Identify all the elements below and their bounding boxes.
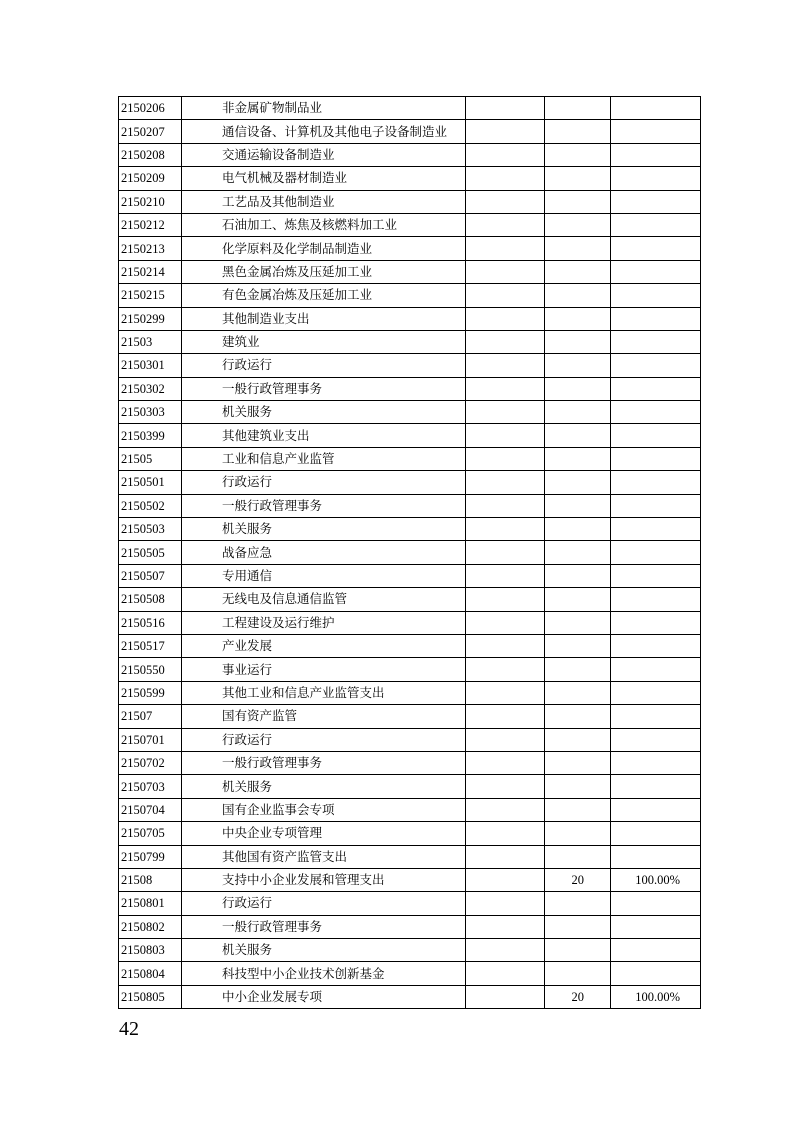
- cell-value-1: [466, 284, 545, 307]
- table-row: [119, 213, 701, 236]
- cell-value-1: [466, 939, 545, 962]
- cell-value-1: [466, 518, 545, 541]
- cell-code: 2150704: [119, 798, 182, 821]
- table-row: [119, 798, 701, 821]
- cell-value-1: [466, 330, 545, 353]
- cell-value-1: [466, 822, 545, 845]
- cell-value-2: 20: [545, 985, 611, 1008]
- cell-value-2: [545, 260, 611, 283]
- cell-value-3: [611, 822, 701, 845]
- cell-name: 机关服务: [182, 518, 466, 541]
- cell-value-3: [611, 354, 701, 377]
- cell-code: 2150503: [119, 518, 182, 541]
- cell-name: 事业运行: [182, 658, 466, 681]
- table-row: [119, 588, 701, 611]
- cell-value-2: [545, 845, 611, 868]
- cell-name: 石油加工、炼焦及核燃料加工业: [182, 213, 466, 236]
- cell-value-1: [466, 705, 545, 728]
- cell-value-1: [466, 775, 545, 798]
- cell-code: 2150550: [119, 658, 182, 681]
- cell-value-2: [545, 190, 611, 213]
- table-row: [119, 518, 701, 541]
- cell-name: 工程建设及运行维护: [182, 611, 466, 634]
- cell-value-1: [466, 494, 545, 517]
- cell-name: 一般行政管理事务: [182, 377, 466, 400]
- cell-value-3: [611, 798, 701, 821]
- cell-value-2: [545, 377, 611, 400]
- cell-value-2: [545, 494, 611, 517]
- cell-code: 2150501: [119, 471, 182, 494]
- cell-value-2: [545, 564, 611, 587]
- cell-name: 机关服务: [182, 939, 466, 962]
- cell-code: 2150701: [119, 728, 182, 751]
- cell-value-3: [611, 845, 701, 868]
- table-row: [119, 494, 701, 517]
- table-row: [119, 447, 701, 470]
- cell-value-3: [611, 564, 701, 587]
- cell-value-1: [466, 97, 545, 120]
- cell-code: 2150212: [119, 213, 182, 236]
- cell-value-1: [466, 120, 545, 143]
- cell-value-1: [466, 634, 545, 657]
- cell-value-1: [466, 260, 545, 283]
- cell-name: 国有企业监事会专项: [182, 798, 466, 821]
- cell-value-1: [466, 868, 545, 891]
- table-row: [119, 143, 701, 166]
- cell-value-2: [545, 681, 611, 704]
- cell-code: 2150214: [119, 260, 182, 283]
- cell-code: 2150803: [119, 939, 182, 962]
- cell-name: 行政运行: [182, 354, 466, 377]
- cell-value-3: [611, 97, 701, 120]
- table-row: [119, 962, 701, 985]
- cell-value-3: [611, 120, 701, 143]
- cell-value-2: [545, 798, 611, 821]
- cell-name: 通信设备、计算机及其他电子设备制造业: [182, 120, 466, 143]
- cell-value-2: [545, 775, 611, 798]
- cell-value-2: [545, 962, 611, 985]
- cell-value-3: [611, 681, 701, 704]
- cell-value-2: [545, 588, 611, 611]
- table-row: [119, 611, 701, 634]
- cell-value-3: [611, 307, 701, 330]
- cell-name: 产业发展: [182, 634, 466, 657]
- cell-value-1: [466, 377, 545, 400]
- cell-code: 2150299: [119, 307, 182, 330]
- cell-value-1: [466, 681, 545, 704]
- cell-code: 21508: [119, 868, 182, 891]
- table-row: [119, 284, 701, 307]
- table-row: [119, 564, 701, 587]
- cell-value-1: [466, 915, 545, 938]
- cell-value-3: [611, 494, 701, 517]
- cell-value-3: [611, 284, 701, 307]
- cell-name: 科技型中小企业技术创新基金: [182, 962, 466, 985]
- cell-value-1: [466, 845, 545, 868]
- cell-value-3: [611, 705, 701, 728]
- table-row: [119, 892, 701, 915]
- cell-value-2: 20: [545, 868, 611, 891]
- cell-value-3: 100.00%: [611, 985, 701, 1008]
- cell-name: 建筑业: [182, 330, 466, 353]
- cell-value-3: [611, 260, 701, 283]
- table-row: [119, 190, 701, 213]
- cell-name: 支持中小企业发展和管理支出: [182, 868, 466, 891]
- cell-value-1: [466, 588, 545, 611]
- cell-name: 专用通信: [182, 564, 466, 587]
- table-row: [119, 541, 701, 564]
- cell-value-1: [466, 190, 545, 213]
- table-row: [119, 424, 701, 447]
- cell-code: 2150799: [119, 845, 182, 868]
- cell-value-2: [545, 541, 611, 564]
- cell-value-3: [611, 518, 701, 541]
- cell-code: 2150302: [119, 377, 182, 400]
- cell-name: 行政运行: [182, 471, 466, 494]
- budget-table: [118, 96, 701, 1009]
- table-row: [119, 822, 701, 845]
- cell-value-3: [611, 471, 701, 494]
- cell-value-1: [466, 143, 545, 166]
- table-body: [119, 97, 701, 1009]
- cell-value-2: [545, 354, 611, 377]
- cell-code: 2150207: [119, 120, 182, 143]
- cell-value-3: [611, 751, 701, 774]
- cell-value-1: [466, 471, 545, 494]
- cell-value-3: [611, 424, 701, 447]
- cell-value-2: [545, 822, 611, 845]
- cell-name: 有色金属冶炼及压延加工业: [182, 284, 466, 307]
- cell-value-3: [611, 611, 701, 634]
- cell-value-3: [611, 962, 701, 985]
- cell-value-1: [466, 237, 545, 260]
- table-row: [119, 167, 701, 190]
- cell-code: 2150802: [119, 915, 182, 938]
- cell-code: 2150208: [119, 143, 182, 166]
- table-row: [119, 260, 701, 283]
- cell-code: 2150516: [119, 611, 182, 634]
- table-row: [119, 377, 701, 400]
- cell-value-3: [611, 330, 701, 353]
- cell-code: 2150210: [119, 190, 182, 213]
- cell-code: 2150508: [119, 588, 182, 611]
- table-row: [119, 985, 701, 1008]
- cell-name: 其他制造业支出: [182, 307, 466, 330]
- cell-value-3: [611, 167, 701, 190]
- cell-name: 其他国有资产监管支出: [182, 845, 466, 868]
- cell-value-1: [466, 167, 545, 190]
- cell-value-1: [466, 751, 545, 774]
- cell-code: 21507: [119, 705, 182, 728]
- cell-name: 无线电及信息通信监管: [182, 588, 466, 611]
- cell-value-2: [545, 728, 611, 751]
- cell-value-3: [611, 775, 701, 798]
- cell-value-3: [611, 143, 701, 166]
- cell-code: 2150599: [119, 681, 182, 704]
- cell-name: 非金属矿物制品业: [182, 97, 466, 120]
- cell-name: 行政运行: [182, 728, 466, 751]
- cell-name: 其他建筑业支出: [182, 424, 466, 447]
- cell-value-3: [611, 213, 701, 236]
- table-row: [119, 97, 701, 120]
- cell-name: 工艺品及其他制造业: [182, 190, 466, 213]
- cell-code: 2150507: [119, 564, 182, 587]
- cell-value-3: [611, 939, 701, 962]
- cell-value-1: [466, 728, 545, 751]
- cell-value-1: [466, 985, 545, 1008]
- table-row: [119, 401, 701, 424]
- cell-name: 一般行政管理事务: [182, 915, 466, 938]
- table-row: [119, 681, 701, 704]
- cell-value-1: [466, 424, 545, 447]
- cell-code: 2150215: [119, 284, 182, 307]
- cell-value-3: [611, 915, 701, 938]
- cell-code: 2150399: [119, 424, 182, 447]
- table-row: [119, 120, 701, 143]
- table-row: [119, 845, 701, 868]
- table-row: [119, 658, 701, 681]
- cell-code: 2150805: [119, 985, 182, 1008]
- cell-code: 2150801: [119, 892, 182, 915]
- table-row: [119, 939, 701, 962]
- table-row: [119, 634, 701, 657]
- cell-value-2: [545, 892, 611, 915]
- cell-value-3: [611, 447, 701, 470]
- cell-value-3: [611, 377, 701, 400]
- cell-value-2: [545, 915, 611, 938]
- cell-value-2: [545, 307, 611, 330]
- cell-value-2: [545, 213, 611, 236]
- page-number: 42: [119, 1018, 139, 1040]
- cell-code: 21503: [119, 330, 182, 353]
- cell-value-3: [611, 401, 701, 424]
- cell-name: 工业和信息产业监管: [182, 447, 466, 470]
- cell-value-2: [545, 143, 611, 166]
- table-row: [119, 705, 701, 728]
- cell-value-1: [466, 962, 545, 985]
- cell-value-2: [545, 97, 611, 120]
- cell-value-3: [611, 541, 701, 564]
- cell-value-1: [466, 658, 545, 681]
- cell-name: 化学原料及化学制品制造业: [182, 237, 466, 260]
- cell-value-3: [611, 728, 701, 751]
- cell-code: 2150703: [119, 775, 182, 798]
- cell-name: 战备应急: [182, 541, 466, 564]
- cell-name: 行政运行: [182, 892, 466, 915]
- cell-name: 黑色金属冶炼及压延加工业: [182, 260, 466, 283]
- cell-name: 一般行政管理事务: [182, 494, 466, 517]
- table-row: [119, 751, 701, 774]
- cell-value-1: [466, 564, 545, 587]
- cell-name: 中小企业发展专项: [182, 985, 466, 1008]
- cell-value-1: [466, 354, 545, 377]
- cell-code: 21505: [119, 447, 182, 470]
- cell-code: 2150505: [119, 541, 182, 564]
- cell-code: 2150206: [119, 97, 182, 120]
- cell-value-3: [611, 892, 701, 915]
- cell-code: 2150209: [119, 167, 182, 190]
- cell-value-2: [545, 751, 611, 774]
- cell-value-2: [545, 330, 611, 353]
- cell-value-2: [545, 447, 611, 470]
- cell-value-2: [545, 471, 611, 494]
- cell-value-1: [466, 611, 545, 634]
- table-row: [119, 728, 701, 751]
- cell-value-2: [545, 401, 611, 424]
- table-row: [119, 868, 701, 891]
- table-row: [119, 307, 701, 330]
- cell-value-1: [466, 401, 545, 424]
- cell-value-2: [545, 237, 611, 260]
- cell-value-2: [545, 120, 611, 143]
- cell-code: 2150502: [119, 494, 182, 517]
- cell-value-3: [611, 588, 701, 611]
- cell-name: 一般行政管理事务: [182, 751, 466, 774]
- cell-code: 2150517: [119, 634, 182, 657]
- cell-value-3: [611, 634, 701, 657]
- cell-code: 2150702: [119, 751, 182, 774]
- cell-value-1: [466, 541, 545, 564]
- cell-value-2: [545, 424, 611, 447]
- cell-name: 机关服务: [182, 401, 466, 424]
- cell-code: 2150213: [119, 237, 182, 260]
- cell-name: 中央企业专项管理: [182, 822, 466, 845]
- cell-name: 交通运输设备制造业: [182, 143, 466, 166]
- cell-value-2: [545, 634, 611, 657]
- cell-value-2: [545, 705, 611, 728]
- cell-code: 2150303: [119, 401, 182, 424]
- cell-value-2: [545, 611, 611, 634]
- cell-value-3: [611, 658, 701, 681]
- cell-name: 机关服务: [182, 775, 466, 798]
- cell-value-1: [466, 213, 545, 236]
- cell-name: 国有资产监管: [182, 705, 466, 728]
- table-row: [119, 775, 701, 798]
- cell-value-3: [611, 190, 701, 213]
- cell-code: 2150705: [119, 822, 182, 845]
- cell-value-3: 100.00%: [611, 868, 701, 891]
- cell-code: 2150804: [119, 962, 182, 985]
- table-row: [119, 237, 701, 260]
- table-row: [119, 354, 701, 377]
- cell-value-1: [466, 447, 545, 470]
- cell-value-2: [545, 284, 611, 307]
- cell-value-1: [466, 307, 545, 330]
- cell-value-1: [466, 798, 545, 821]
- table-row: [119, 471, 701, 494]
- cell-code: 2150301: [119, 354, 182, 377]
- table-row: [119, 330, 701, 353]
- table-row: [119, 915, 701, 938]
- cell-value-2: [545, 518, 611, 541]
- cell-name: 其他工业和信息产业监管支出: [182, 681, 466, 704]
- cell-name: 电气机械及器材制造业: [182, 167, 466, 190]
- cell-value-2: [545, 167, 611, 190]
- cell-value-3: [611, 237, 701, 260]
- cell-value-2: [545, 658, 611, 681]
- cell-value-2: [545, 939, 611, 962]
- cell-value-1: [466, 892, 545, 915]
